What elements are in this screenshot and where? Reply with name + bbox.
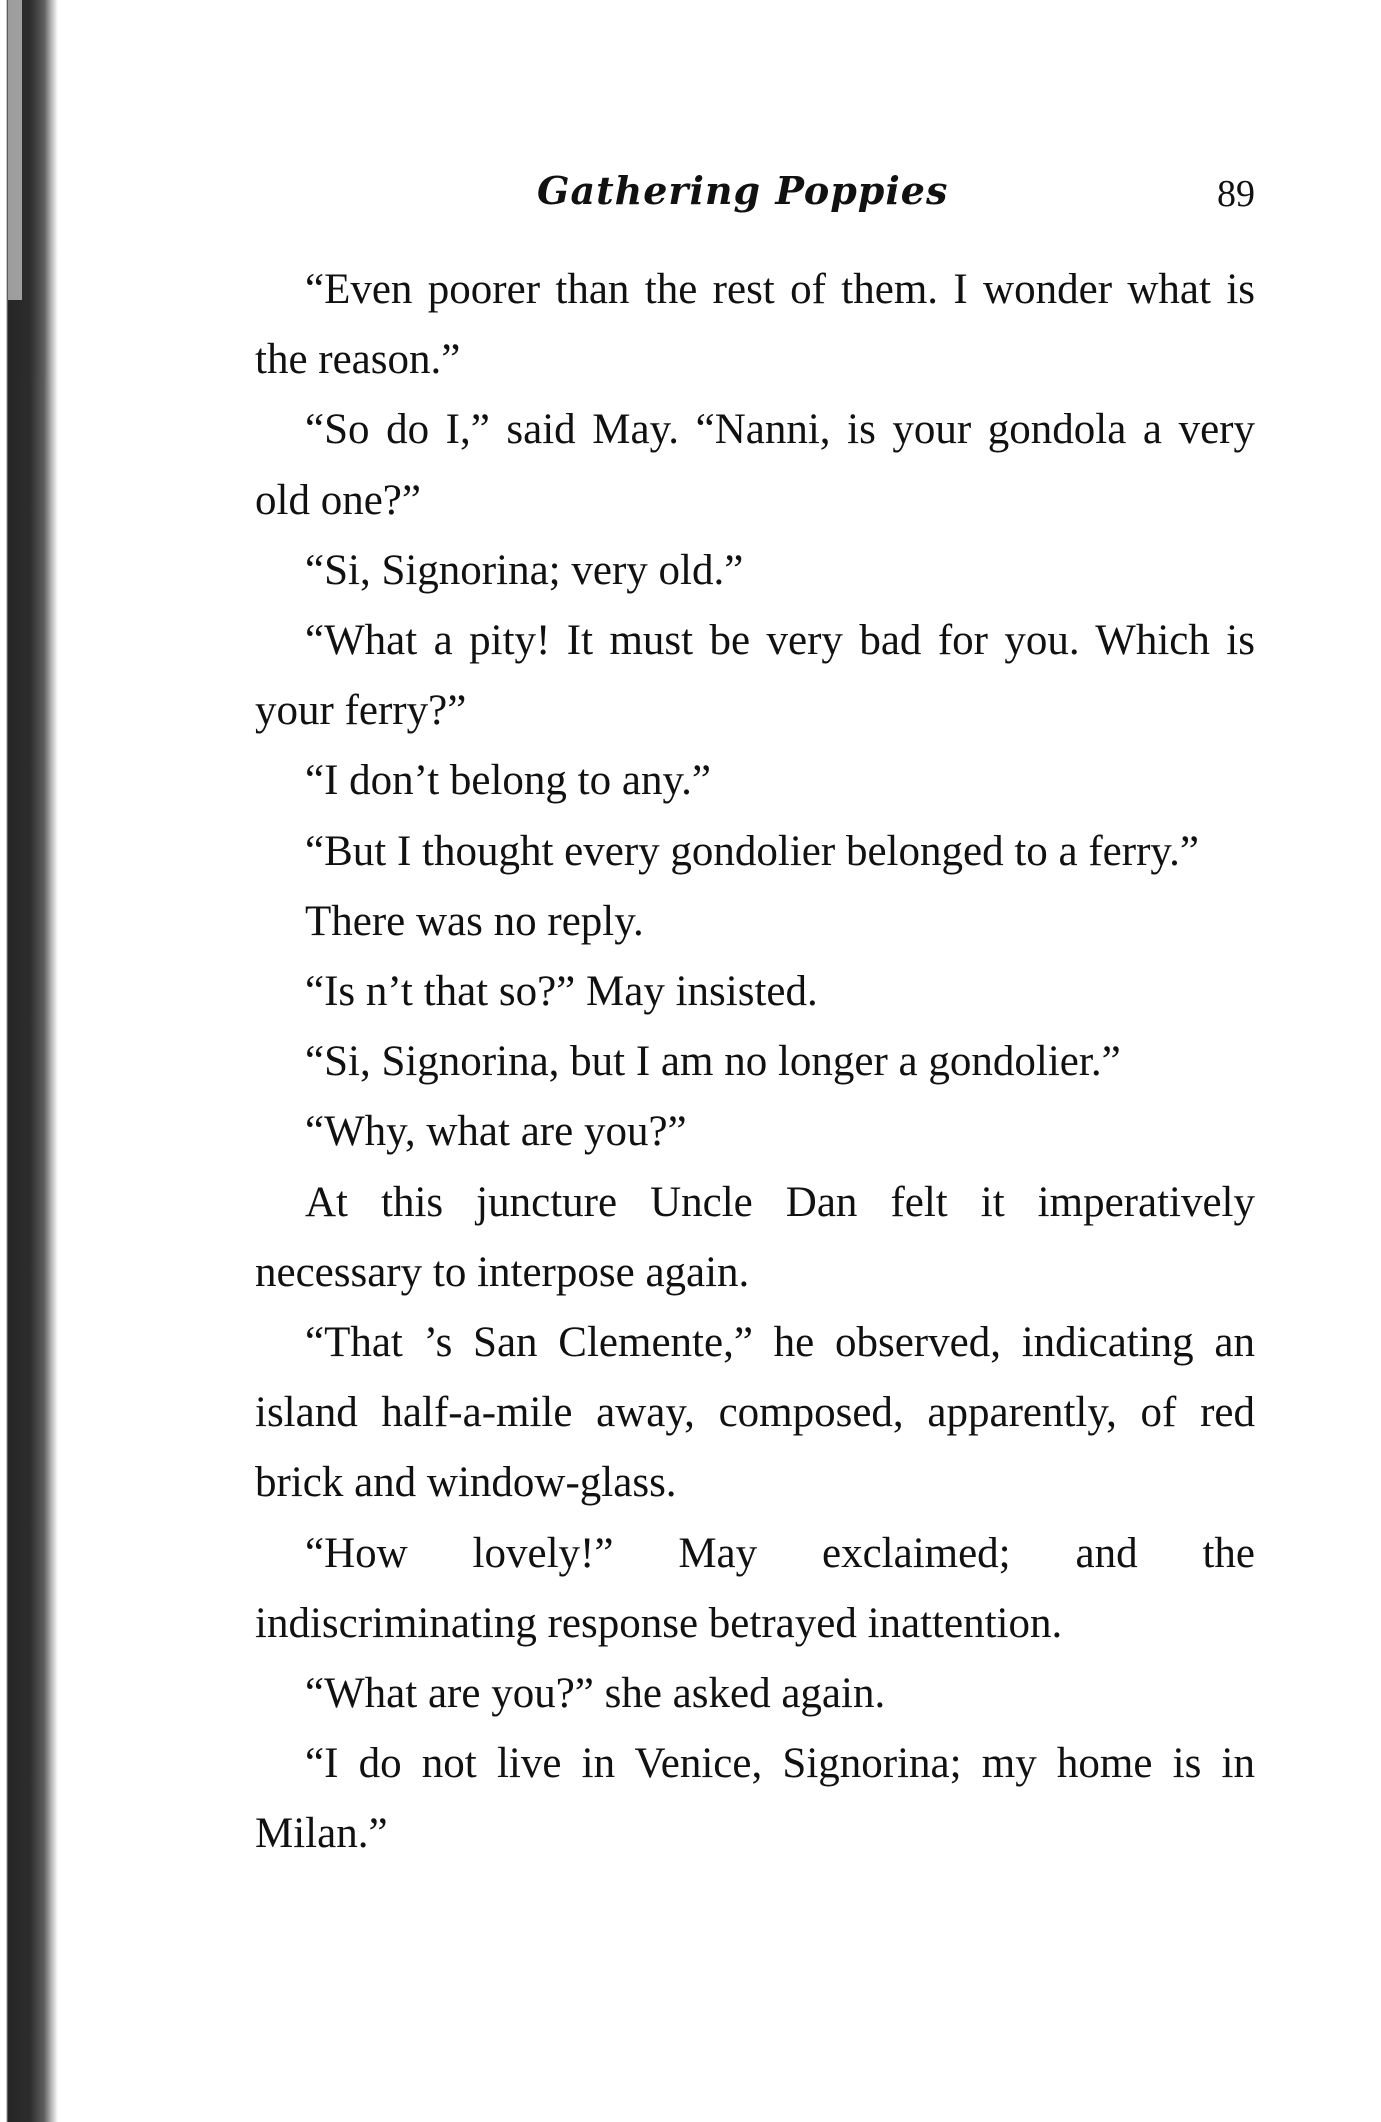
page-number: 89: [1217, 173, 1255, 215]
paragraph: “So do I,” said May. “Nanni, is your gondola a very old one?”: [255, 406, 1255, 524]
paragraph: “Why, what are you?”: [305, 1108, 687, 1156]
paragraph: At this juncture Uncle Dan felt it imperatively necessary to interpose again.: [255, 1178, 1255, 1296]
paragraph: “What are you?” she asked again.: [305, 1670, 886, 1718]
paragraph: “But I thought every gondolier belonged to a ferry.”: [305, 827, 1199, 875]
page-binding-edge: [0, 0, 58, 2122]
paragraph: “Si, Signorina, but I am no longer a gondolier.”: [305, 1038, 1121, 1086]
running-title: Gathering Poppies: [537, 168, 949, 213]
paragraph: “Even poorer than the rest of them. I wonder what is the reason.”: [255, 266, 1255, 384]
paragraph: “How lovely!” May exclaimed; and the indiscriminating response betrayed inattention.: [255, 1529, 1255, 1647]
page-header: [255, 168, 1255, 228]
paragraph: “I don’t belong to any.”: [305, 757, 712, 805]
paragraph: “Si, Signorina; very old.”: [305, 546, 744, 594]
paragraph: “I do not live in Venice, Signorina; my home is in Milan.”: [255, 1740, 1255, 1858]
paragraph: “Is n’t that so?” May insisted.: [305, 968, 818, 1016]
paragraph: There was no reply.: [305, 897, 644, 945]
paragraph: “That ’s San Clemente,” he observed, indicating an island half-a-mile away, composed, apparently, of red brick and window-glass.: [255, 1319, 1255, 1507]
body-text: [255, 255, 1255, 1870]
paragraph: “What a pity! It must be very bad for you. Which is your ferry?”: [255, 617, 1255, 735]
